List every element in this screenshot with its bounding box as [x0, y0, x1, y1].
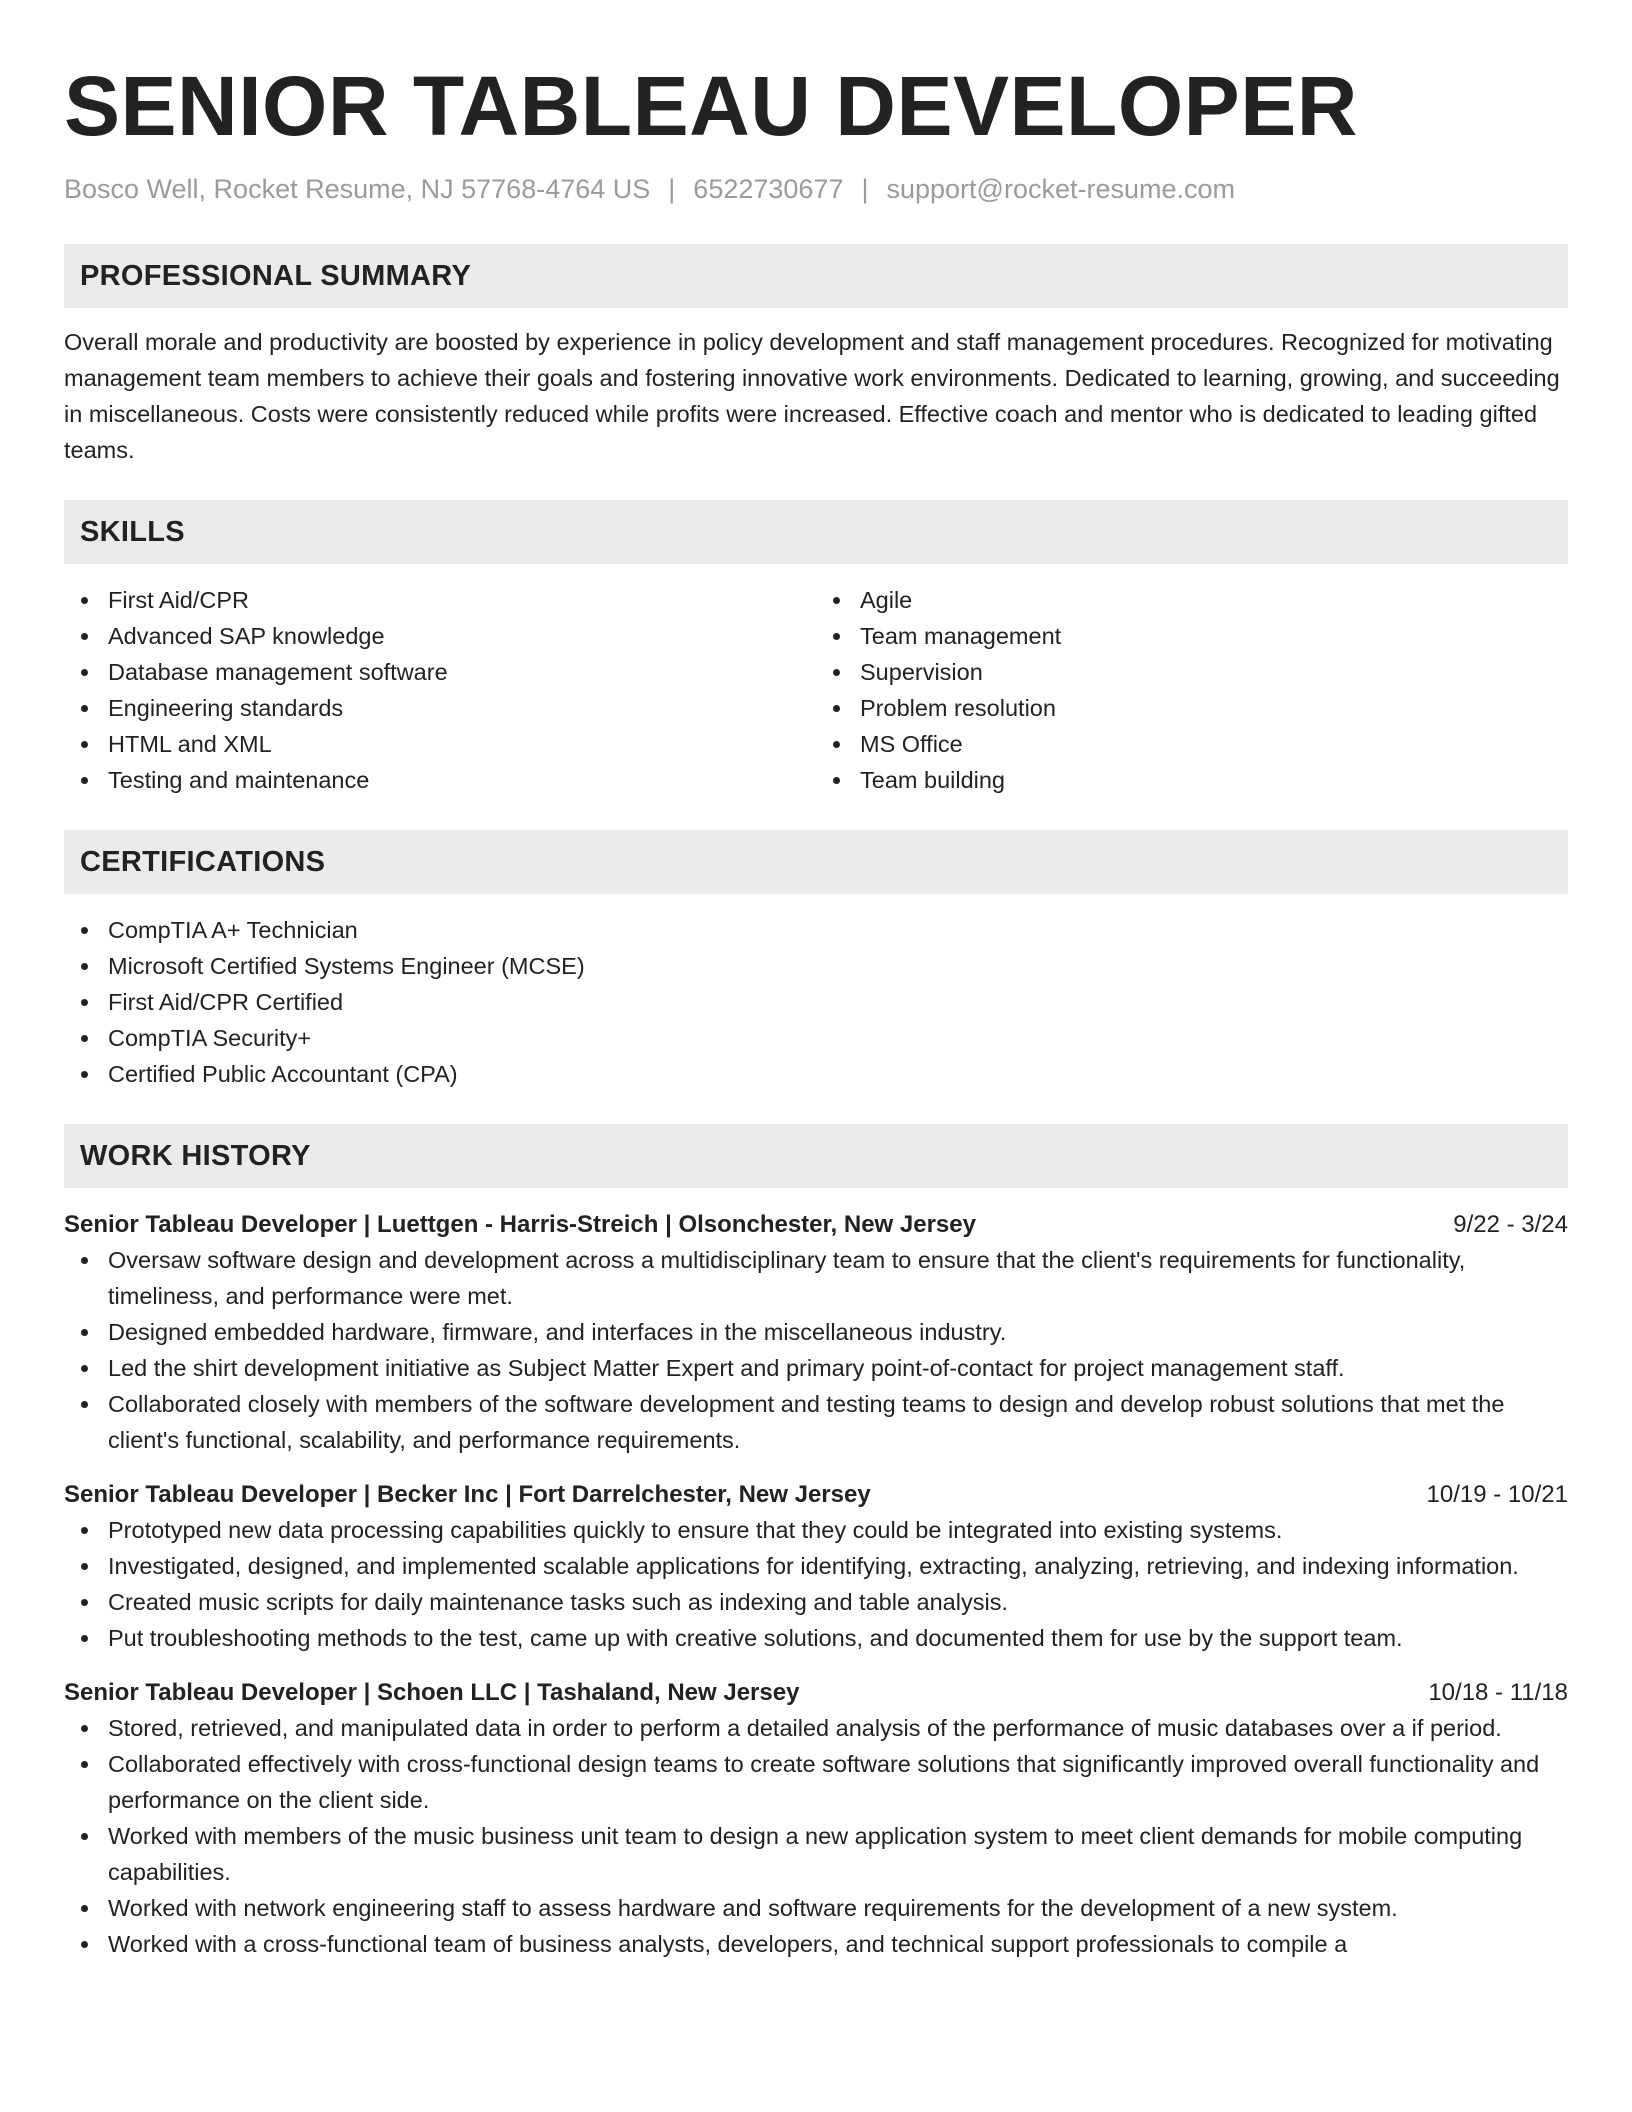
job-entry — [64, 1208, 1568, 1458]
section-heading-work-history: WORK HISTORY — [64, 1124, 1568, 1188]
job-dates: 9/22 - 3/24 — [1453, 1211, 1568, 1238]
list-item: Supervision — [816, 654, 1568, 690]
list-item: CompTIA A+ Technician — [64, 912, 1568, 948]
contact-email[interactable]: support@rocket-resume.com — [886, 174, 1236, 204]
skills-list-right — [816, 582, 1568, 798]
list-item: Put troubleshooting methods to the test, came up with creative solutions, and documented them for use by the support team. — [64, 1620, 1568, 1656]
list-item: Worked with members of the music business unit team to design a new application system to meet client demands for mobile computing capabilities. — [64, 1818, 1568, 1890]
candidate-name: SENIOR TABLEAU DEVELOPER — [64, 59, 1358, 153]
list-item: Agile — [816, 582, 1568, 618]
job-bullets — [64, 1242, 1568, 1458]
job-dates: 10/19 - 10/21 — [1426, 1481, 1568, 1508]
job-bullets — [64, 1710, 1568, 1962]
certifications-list — [64, 912, 1568, 1092]
list-item: Testing and maintenance — [64, 762, 816, 798]
contact-line — [64, 172, 1568, 206]
skills-list-left — [64, 582, 816, 798]
contact-address: Bosco Well, Rocket Resume, NJ 57768-4764 US — [64, 174, 651, 204]
resume-page — [64, 0, 1568, 1962]
list-item: Oversaw software design and development across a multidisciplinary team to ensure that the client's requirements for functionality, timeliness, and performance were met. — [64, 1242, 1568, 1314]
job-header — [64, 1208, 1568, 1242]
job-header — [64, 1478, 1568, 1512]
list-item: MS Office — [816, 726, 1568, 762]
summary-text: Overall morale and productivity are boosted by experience in policy development and staff management procedures. Recognized for motivating management team members to achieve their goals and fostering innovative work environments. Dedicated to learning, growing, and succeeding in miscellaneous. Costs were consistently reduced while profits were increased. Effective coach and mentor who is dedicated to leading gifted teams. — [64, 329, 1560, 463]
list-item: HTML and XML — [64, 726, 816, 762]
list-item: Team building — [816, 762, 1568, 798]
section-heading-skills: SKILLS — [64, 500, 1568, 564]
job-header — [64, 1676, 1568, 1710]
job-title: Senior Tableau Developer | Schoen LLC | Tashaland, New Jersey — [64, 1679, 800, 1706]
list-item: Certified Public Accountant (CPA) — [64, 1056, 1568, 1092]
list-item: Stored, retrieved, and manipulated data in order to perform a detailed analysis of the performance of music databases over a if period. — [64, 1710, 1568, 1746]
job-entry — [64, 1676, 1568, 1962]
list-item: Led the shirt development initiative as Subject Matter Expert and primary point-of-contact for project management staff. — [64, 1350, 1568, 1386]
list-item: Collaborated effectively with cross-functional design teams to create software solutions that significantly improved overall functionality and performance on the client side. — [64, 1746, 1568, 1818]
section-heading-summary: PROFESSIONAL SUMMARY — [64, 244, 1568, 308]
list-item: Microsoft Certified Systems Engineer (MCSE) — [64, 948, 1568, 984]
list-item: First Aid/CPR Certified — [64, 984, 1568, 1020]
section-heading-certifications: CERTIFICATIONS — [64, 830, 1568, 894]
list-item: Advanced SAP knowledge — [64, 618, 816, 654]
job-entry — [64, 1478, 1568, 1656]
list-item: Worked with a cross-functional team of business analysts, developers, and technical support professionals to compile a — [64, 1926, 1568, 1962]
list-item: Created music scripts for daily maintenance tasks such as indexing and table analysis. — [64, 1584, 1568, 1620]
skills-columns — [64, 582, 1568, 798]
job-bullets — [64, 1512, 1568, 1656]
list-item: Collaborated closely with members of the software development and testing teams to design and develop robust solutions that met the client's functional, scalability, and performance requirements. — [64, 1386, 1568, 1458]
list-item: Problem resolution — [816, 690, 1568, 726]
job-title: Senior Tableau Developer | Becker Inc | Fort Darrelchester, New Jersey — [64, 1481, 871, 1508]
list-item: First Aid/CPR — [64, 582, 816, 618]
list-item: CompTIA Security+ — [64, 1020, 1568, 1056]
list-item: Engineering standards — [64, 690, 816, 726]
list-item: Team management — [816, 618, 1568, 654]
contact-phone: 6522730677 — [693, 174, 844, 204]
job-title: Senior Tableau Developer | Luettgen - Harris-Streich | Olsonchester, New Jersey — [64, 1211, 976, 1238]
list-item: Designed embedded hardware, firmware, and interfaces in the miscellaneous industry. — [64, 1314, 1568, 1350]
contact-separator: | — [668, 174, 676, 204]
list-item: Investigated, designed, and implemented scalable applications for identifying, extracting, analyzing, retrieving, and indexing information. — [64, 1548, 1568, 1584]
contact-separator: | — [861, 174, 869, 204]
list-item: Prototyped new data processing capabilities quickly to ensure that they could be integrated into existing systems. — [64, 1512, 1568, 1548]
list-item: Database management software — [64, 654, 816, 690]
job-dates: 10/18 - 11/18 — [1428, 1679, 1568, 1706]
list-item: Worked with network engineering staff to assess hardware and software requirements for the development of a new system. — [64, 1890, 1568, 1926]
